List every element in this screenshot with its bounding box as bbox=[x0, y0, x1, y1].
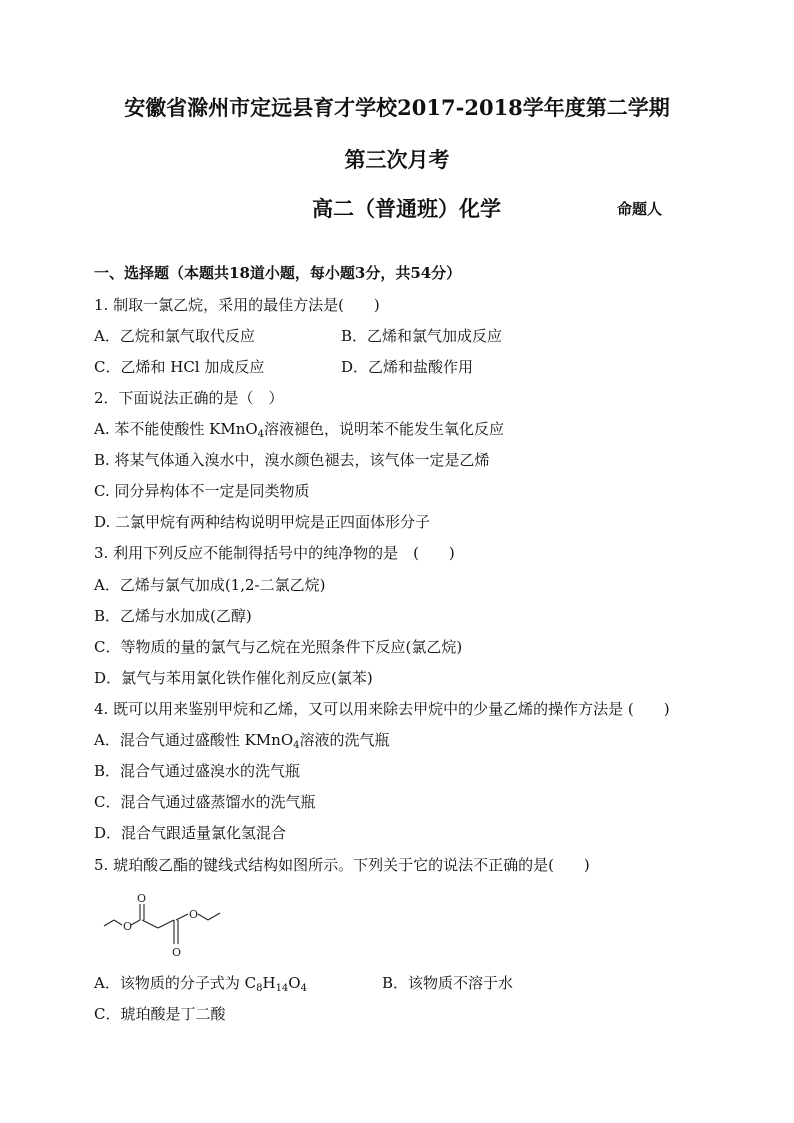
subscript: 4 bbox=[257, 429, 265, 440]
question-3-option-b: B．乙烯与水加成(乙醇) bbox=[94, 607, 252, 625]
question-2-option-b: B. 将某气体通入溴水中，溴水颜色褪去，该气体一定是乙烯 bbox=[94, 451, 490, 469]
author-label: 命题人 bbox=[617, 200, 663, 218]
diethyl-succinate-structure bbox=[100, 890, 230, 965]
option-a-text-pre: A．混合气通过盛酸性 KMnO bbox=[94, 731, 294, 749]
question-3-option-d: D．氯气与苯用氯化铁作催化剂反应(氯苯) bbox=[94, 669, 373, 687]
question-3-option-c: C．等物质的量的氯气与乙烷在光照条件下反应(氯乙烷) bbox=[94, 638, 463, 656]
exam-subject-title: 高二（普通班）化学 bbox=[312, 196, 501, 221]
question-4-option-d: D．混合气跟适量氯化氢混合 bbox=[94, 824, 287, 842]
question-5-stem: 5. 琥珀酸乙酯的键线式结构如图所示。下列关于它的说法不正确的是( ) bbox=[94, 856, 590, 874]
question-4-option-b: B．混合气通过盛溴水的洗气瓶 bbox=[94, 762, 301, 780]
exam-title-line2: 第三次月考 bbox=[344, 147, 450, 172]
question-1-option-a: A．乙烷和氯气取代反应 bbox=[94, 327, 255, 345]
subscript: 4 bbox=[293, 740, 300, 751]
question-4-option-a bbox=[94, 729, 390, 750]
oxygen-atom-label: O bbox=[189, 908, 199, 921]
question-1-option-c: C．乙烯和 HCl 加成反应 bbox=[94, 358, 265, 376]
subscript: 8 bbox=[256, 983, 263, 994]
formula-part: H bbox=[262, 974, 276, 992]
subscript: 4 bbox=[300, 983, 307, 994]
option-a-text-post: 溶液褪色，说明苯不能发生氧化反应 bbox=[264, 420, 505, 438]
option-a-text-pre: A. 苯不能使酸性 KMnO bbox=[94, 420, 258, 438]
question-2-option-c: C. 同分异构体不一定是同类物质 bbox=[94, 482, 310, 500]
question-4-stem: 4. 既可以用来鉴别甲烷和乙烯，又可以用来除去甲烷中的少量乙烯的操作方法是 ( ) bbox=[94, 700, 670, 718]
question-5-option-b: B．该物质不溶于水 bbox=[382, 974, 514, 992]
oxygen-atom-label: O bbox=[123, 920, 133, 933]
question-2-stem: 2．下面说法正确的是（ ） bbox=[94, 389, 284, 407]
subscript: 14 bbox=[275, 983, 289, 994]
question-5-option-c: C．琥珀酸是丁二酸 bbox=[94, 1005, 226, 1023]
formula-part: O bbox=[288, 974, 301, 992]
question-2-option-a bbox=[94, 418, 504, 439]
exam-title-line1: 安徽省滁州市定远县育才学校2017-2018学年度第二学期 bbox=[124, 95, 670, 120]
oxygen-atom-label: O bbox=[137, 892, 147, 905]
question-3-stem: 3. 利用下列反应不能制得括号中的纯净物的是 ( ) bbox=[94, 544, 455, 562]
option-a-text-pre: A．该物质的分子式为 C bbox=[94, 974, 257, 992]
question-4-option-c: C．混合气通过盛蒸馏水的洗气瓶 bbox=[94, 793, 316, 811]
option-a-text-post: 溶液的洗气瓶 bbox=[299, 731, 390, 749]
section-heading: 一、选择题（本题共18道小题，每小题3分，共54分） bbox=[94, 264, 462, 282]
question-5-option-a bbox=[94, 972, 307, 993]
question-3-option-a: A．乙烯与氯气加成(1,2-二氯乙烷) bbox=[94, 576, 326, 594]
question-1-option-b: B．乙烯和氯气加成反应 bbox=[341, 327, 503, 345]
oxygen-atom-label: O bbox=[172, 946, 182, 959]
question-2-option-d: D. 二氯甲烷有两种结构说明甲烷是正四面体形分子 bbox=[94, 513, 431, 531]
question-1-stem: 1. 制取一氯乙烷，采用的最佳方法是( ) bbox=[94, 296, 380, 314]
question-1-option-d: D．乙烯和盐酸作用 bbox=[341, 358, 474, 376]
